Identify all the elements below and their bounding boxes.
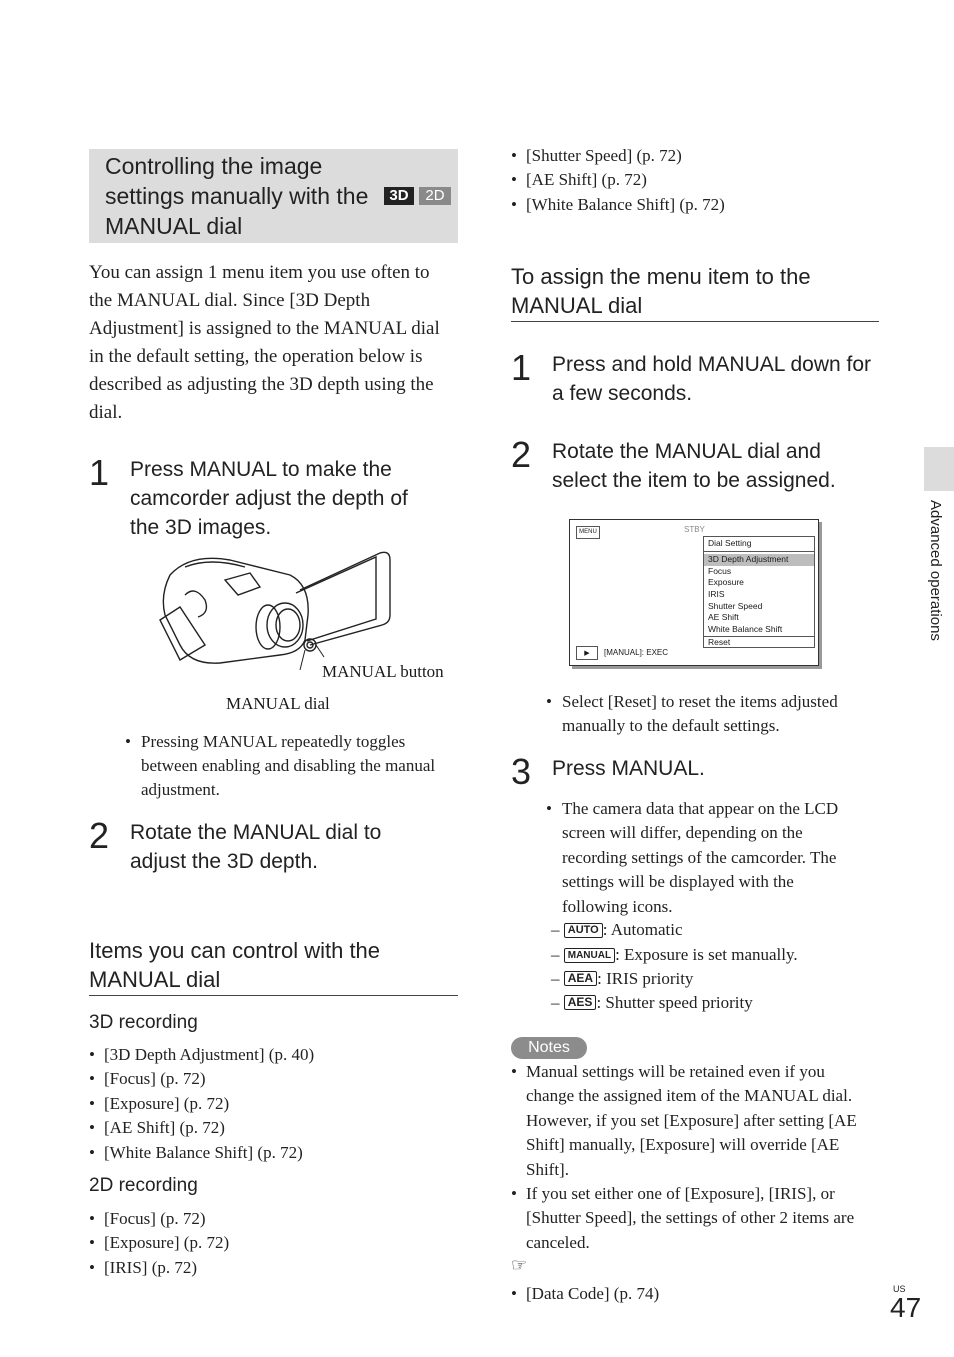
list-item: • [3D Depth Adjustment] (p. 40) xyxy=(89,1043,389,1067)
dial-setting-panel xyxy=(703,536,815,648)
step-number: 3 xyxy=(511,751,532,792)
icon-line-shutter: – AES : Shutter speed priority xyxy=(551,993,753,1012)
step-number: 1 xyxy=(511,347,532,388)
icon-line-text: : IRIS priority xyxy=(597,969,694,988)
badge-3d: 3D xyxy=(384,187,414,205)
bullet-text: Select [Reset] to reset the items adjusted manually to the default settings. xyxy=(562,692,838,735)
manual-icon: MANUAL xyxy=(564,948,615,963)
section-title-box xyxy=(89,149,458,243)
step-text: Rotate the MANUAL dial and select the item to be assigned. xyxy=(552,440,836,492)
rec3d-heading: 3D recording xyxy=(89,1012,198,1033)
ae-a-icon: AEA xyxy=(564,971,597,986)
icon-line-text: : Shutter speed priority xyxy=(596,993,753,1012)
playback-icon: ▶ xyxy=(576,646,598,660)
assign-heading: To assign the menu item to the MANUAL dial xyxy=(511,264,811,318)
list-item: • [White Balance Shift] (p. 72) xyxy=(511,193,811,217)
list-item: • [Data Code] (p. 74) xyxy=(511,1282,811,1306)
note-item: • If you set either one of [Exposure], [IRIS], or [Shutter Speed], the settings of other 2 items are canceled. xyxy=(511,1182,876,1255)
rec2d-heading: 2D recording xyxy=(89,1175,198,1196)
badge-2d: 2D xyxy=(419,187,451,205)
list-item: • [Focus] (p. 72) xyxy=(89,1067,389,1091)
rec2d-list xyxy=(89,1207,389,1280)
icon-line-text: : Automatic xyxy=(602,920,683,939)
bullet-text: The camera data that appear on the LCD screen will differ, depending on the recording settings of the camcorder. The settings will be displayed with the following icons. xyxy=(562,799,839,916)
bullet-note: • Select [Reset] to reset the items adjusted manually to the default settings. xyxy=(546,692,838,735)
panel-item: White Balance Shift xyxy=(708,624,783,635)
panel-item: Exposure xyxy=(708,577,744,588)
intro-paragraph: You can assign 1 menu item you use often to the MANUAL dial. Since [3D Depth Adjustment] is assigned to the MANUAL dial in the default setting, the operation below is described as adjusting the 3D depth using the dial. xyxy=(89,262,440,423)
lcd-screen xyxy=(569,519,819,666)
panel-item-reset: Reset xyxy=(704,636,814,649)
panel-list xyxy=(704,554,814,649)
icon-line-auto: – AUTO : Automatic xyxy=(551,920,683,939)
page-region: US xyxy=(893,1284,906,1294)
bullet-note: • The camera data that appear on the LCD screen will differ, depending on the recording settings of the camcorder. The settings will be displayed with the following icons. xyxy=(546,799,839,916)
list-item: • [Focus] (p. 72) xyxy=(89,1207,389,1231)
list-item: • [Exposure] (p. 72) xyxy=(89,1231,389,1255)
list-item: • [AE Shift] (p. 72) xyxy=(511,168,811,192)
items-heading: Items you can control with the MANUAL dial xyxy=(89,938,381,992)
step-text: Rotate the MANUAL dial to adjust the 3D depth. xyxy=(130,821,382,873)
panel-item: Shutter Speed xyxy=(708,600,763,611)
panel-item: Focus xyxy=(708,565,732,576)
panel-title: Dial Setting xyxy=(708,538,752,548)
note-item: • Manual settings will be retained even if you change the assigned item of the MANUAL dial. However, if you set [Exposure] after setting [AE Shift] manually, [Exposure] will override [AE Shift]. xyxy=(511,1060,876,1182)
divider xyxy=(89,995,458,996)
step-number: 2 xyxy=(89,815,110,856)
see-also-list xyxy=(511,1282,811,1306)
see-also-icon: ☞ xyxy=(511,1255,528,1276)
step-number: 1 xyxy=(89,452,110,493)
camcorder-illustration xyxy=(150,545,400,670)
stby-indicator: STBY xyxy=(684,525,705,534)
icon-line-manual: – MANUAL : Exposure is set manually. xyxy=(551,945,798,964)
icon-line-text: : Exposure is set manually. xyxy=(615,945,798,964)
bullet-note: • Pressing MANUAL repeatedly toggles between enabling and disabling the manual adjustment. xyxy=(125,732,436,799)
step-number: 2 xyxy=(511,434,532,475)
icon-line-iris: – AEA : IRIS priority xyxy=(551,969,694,988)
panel-item: 3D Depth Adjustment xyxy=(704,554,814,566)
list-item: • [White Balance Shift] (p. 72) xyxy=(89,1141,389,1165)
panel-item: IRIS xyxy=(708,589,725,600)
label-manual-dial: MANUAL dial xyxy=(226,694,330,713)
list-item: • [Shutter Speed] (p. 72) xyxy=(511,144,811,168)
auto-icon: AUTO xyxy=(564,923,603,938)
rec3d-list xyxy=(89,1043,389,1165)
panel-divider xyxy=(704,551,814,552)
list-item: • [Exposure] (p. 72) xyxy=(89,1092,389,1116)
section-title: Controlling the image settings manually with the MANUAL dial xyxy=(105,153,369,239)
page-number: 47 xyxy=(890,1292,922,1323)
divider xyxy=(511,321,879,322)
step-text: Press MANUAL. xyxy=(552,757,705,780)
label-manual-button: MANUAL button xyxy=(322,662,444,681)
list-item: • [IRIS] (p. 72) xyxy=(89,1256,389,1280)
notes-list xyxy=(511,1060,876,1255)
step-text: Press and hold MANUAL down for a few seconds. xyxy=(552,353,872,405)
side-label: Advanced operations xyxy=(927,500,944,641)
panel-item: AE Shift xyxy=(708,612,739,623)
step-text: Press MANUAL to make the camcorder adjust the depth of the 3D images. xyxy=(130,458,408,539)
right-top-list xyxy=(511,144,811,217)
list-item: • [AE Shift] (p. 72) xyxy=(89,1116,389,1140)
exec-hint: [MANUAL]: EXEC xyxy=(604,648,669,657)
notes-label: Notes xyxy=(511,1037,587,1059)
bullet-text: Pressing MANUAL repeatedly toggles between enabling and disabling the manual adjustment. xyxy=(141,732,436,799)
ae-s-icon: AES xyxy=(564,995,597,1010)
side-tab xyxy=(924,447,954,491)
menu-button: MENU xyxy=(576,526,600,539)
